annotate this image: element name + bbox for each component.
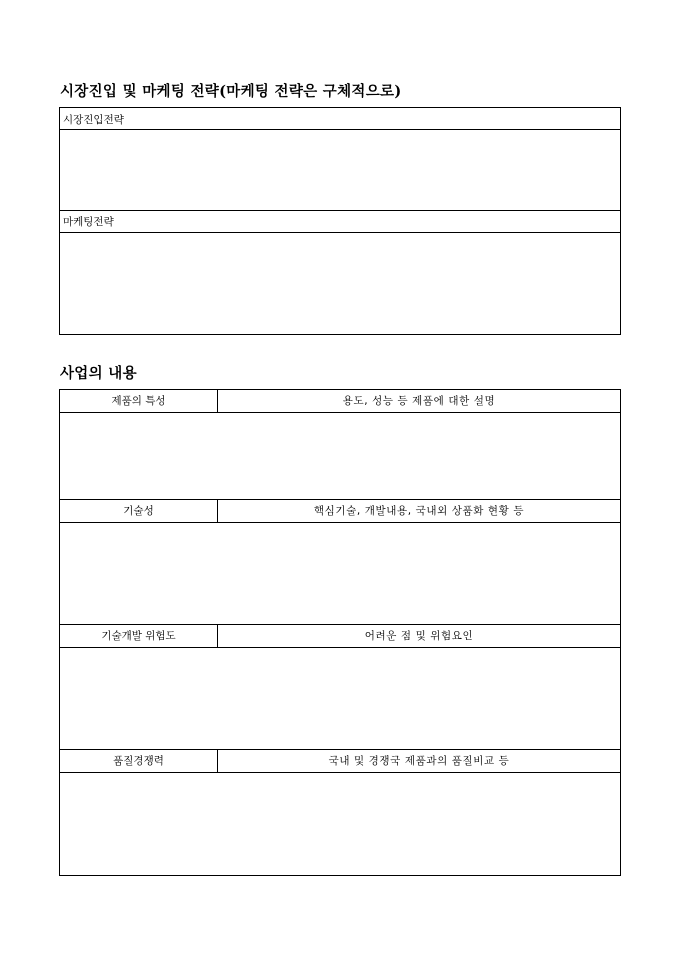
marketing-strategy-label: 마케팅전략: [63, 216, 114, 228]
technology-field[interactable]: [60, 523, 620, 624]
product-features-desc: 용도, 성능 등 제품에 대한 설명: [342, 395, 496, 407]
technology-desc: 핵심기술, 개발내용, 국내외 상품화 현황 등: [313, 505, 525, 517]
market-entry-strategy-field[interactable]: [60, 130, 620, 210]
section-title-business-content: 사업의 내용: [60, 365, 137, 382]
section-title-market-strategy: 시장진입 및 마케팅 전략(마케팅 전략은 구체적으로): [60, 83, 402, 100]
market-strategy-table: [59, 107, 621, 335]
quality-competitiveness-desc: 국내 및 경쟁국 제품과의 품질비교 등: [328, 755, 510, 767]
business-content-table: [59, 389, 621, 876]
quality-competitiveness-label: 품질경쟁력: [113, 755, 164, 767]
tech-risk-label: 기술개발 위험도: [101, 630, 176, 642]
tech-risk-field[interactable]: [60, 648, 620, 749]
market-entry-strategy-label: 시장진입전략: [63, 114, 124, 126]
quality-competitiveness-field[interactable]: [60, 773, 620, 875]
tech-risk-desc: 어려운 점 및 위험요인: [364, 630, 474, 642]
marketing-strategy-field[interactable]: [60, 233, 620, 334]
product-features-label: 제품의 특성: [111, 395, 166, 407]
row-divider: [60, 210, 620, 211]
product-features-field[interactable]: [60, 413, 620, 499]
technology-label: 기술성: [123, 505, 154, 517]
